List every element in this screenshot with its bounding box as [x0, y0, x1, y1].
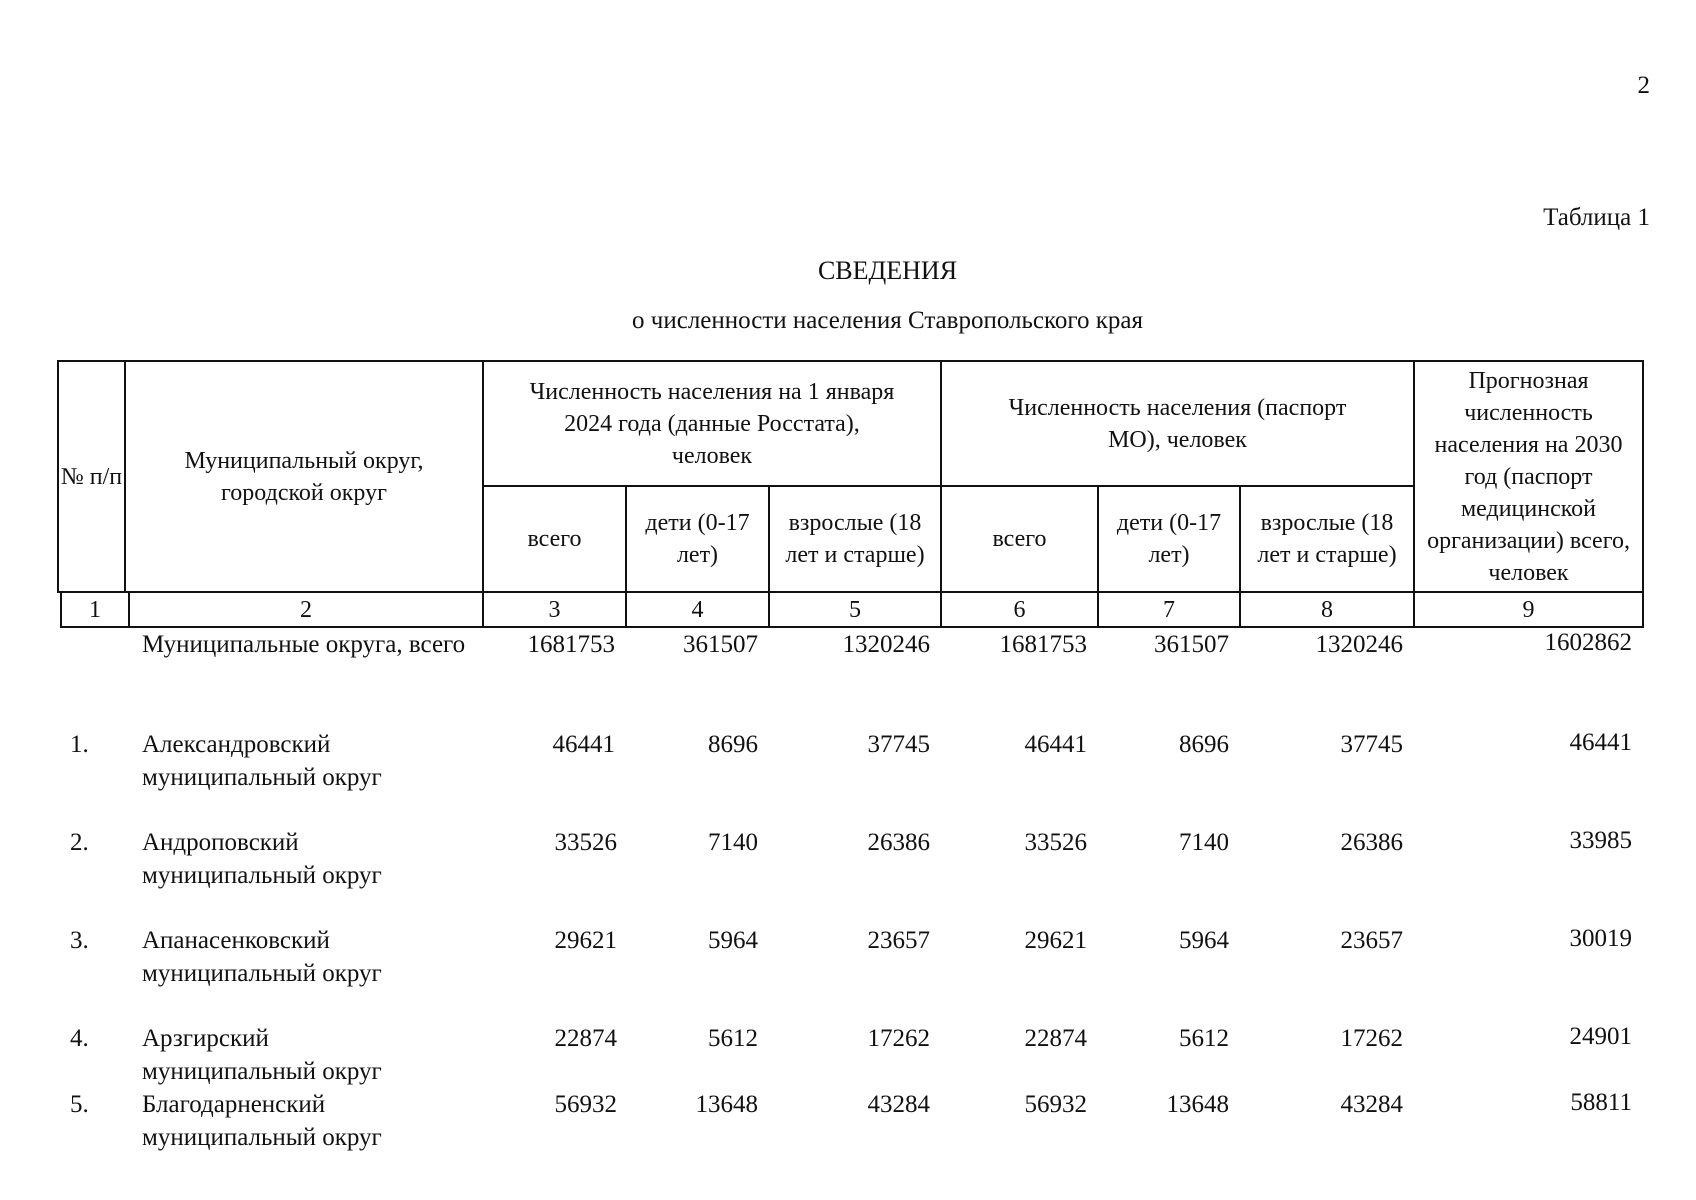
row-name: Александровский муниципальный округ: [142, 731, 382, 791]
header-group-rosstat: Численность населения на 1 января 2024 года (данные Росстата), человек: [482, 360, 940, 487]
row-value: 17262: [867, 1025, 930, 1052]
header-sub-adults-2: взрослые (18 лет и старше): [1239, 487, 1413, 593]
row-value: 1602862: [1544, 629, 1632, 656]
row-name: Муниципальные округа, всего: [142, 631, 466, 658]
row-value: 8696: [708, 731, 758, 758]
row-value: 33526: [554, 829, 617, 856]
header-sub-children-1: дети (0-17 лет): [625, 487, 768, 593]
row-name: Арзгирский муниципальный округ: [142, 1025, 382, 1085]
row-value: 46441: [1569, 729, 1632, 756]
header-col-name: Муниципальный округ, городской округ: [124, 360, 482, 593]
row-value: 22874: [1024, 1025, 1087, 1052]
header-sub-children-2: дети (0-17 лет): [1097, 487, 1239, 593]
row-value: 13648: [1166, 1091, 1229, 1118]
row-number: 2.: [70, 829, 89, 856]
row-value: 33985: [1569, 827, 1632, 854]
header-col-forecast: Прогнозная численность населения на 2030 год (паспорт медицинской организации) всего, человек: [1413, 360, 1644, 593]
document-title: СВЕДЕНИЯ: [817, 256, 958, 285]
row-value: 22874: [554, 1025, 617, 1052]
row-value: 1320246: [842, 631, 930, 658]
row-name: Благодарненский муниципальный округ: [142, 1091, 382, 1151]
header-sub-adults-1: взрослые (18 лет и старше): [768, 487, 940, 593]
header-sub-total-1: всего: [482, 487, 625, 593]
row-number: 4.: [70, 1025, 89, 1052]
column-number: 5: [768, 593, 940, 628]
row-value: 37745: [867, 731, 930, 758]
row-value: 23657: [867, 927, 930, 954]
header-col-no: № п/п: [57, 360, 124, 593]
row-value: 33526: [1024, 829, 1087, 856]
row-value: 1681753: [527, 631, 615, 658]
row-name: Андроповский муниципальный округ: [142, 829, 382, 889]
row-value: 43284: [1340, 1091, 1403, 1118]
row-value: 46441: [552, 731, 615, 758]
column-number: 4: [625, 593, 768, 628]
row-value: 56932: [1024, 1091, 1087, 1118]
row-value: 26386: [1340, 829, 1403, 856]
row-value: 5964: [1179, 927, 1229, 954]
row-value: 37745: [1340, 731, 1403, 758]
row-value: 29621: [1024, 927, 1087, 954]
row-value: 56932: [554, 1091, 617, 1118]
row-number: 3.: [70, 927, 89, 954]
column-number: 2: [128, 593, 482, 628]
row-value: 30019: [1569, 925, 1632, 952]
row-value: 8696: [1179, 731, 1229, 758]
table-label: Таблица 1: [1543, 204, 1650, 231]
column-number: 9: [1413, 593, 1644, 628]
row-value: 58811: [1570, 1089, 1632, 1116]
column-number: 7: [1097, 593, 1239, 628]
row-value: 29621: [554, 927, 617, 954]
row-value: 361507: [683, 631, 758, 658]
row-value: 361507: [1154, 631, 1229, 658]
row-value: 1320246: [1315, 631, 1403, 658]
row-value: 1681753: [999, 631, 1087, 658]
column-number: 3: [482, 593, 625, 628]
header-sub-total-2: всего: [940, 487, 1097, 593]
row-value: 13648: [695, 1091, 758, 1118]
row-value: 5612: [708, 1025, 758, 1052]
column-number: 1: [60, 593, 128, 628]
row-value: 24901: [1569, 1023, 1632, 1050]
row-value: 5612: [1179, 1025, 1229, 1052]
row-value: 17262: [1340, 1025, 1403, 1052]
row-value: 23657: [1340, 927, 1403, 954]
column-number: 8: [1239, 593, 1413, 628]
column-number: 6: [940, 593, 1097, 628]
document-subtitle: о численности населения Ставропольского края: [632, 307, 1143, 334]
row-value: 46441: [1024, 731, 1087, 758]
page-number: 2: [1637, 72, 1650, 99]
row-value: 7140: [708, 829, 758, 856]
row-name: Апанасенковский муниципальный округ: [142, 927, 382, 987]
row-number: 1.: [70, 731, 89, 758]
row-value: 43284: [867, 1091, 930, 1118]
row-value: 7140: [1179, 829, 1229, 856]
row-number: 5.: [70, 1091, 89, 1118]
row-value: 26386: [867, 829, 930, 856]
header-group-passport: Численность населения (паспорт МО), человек: [940, 360, 1413, 487]
row-value: 5964: [708, 927, 758, 954]
